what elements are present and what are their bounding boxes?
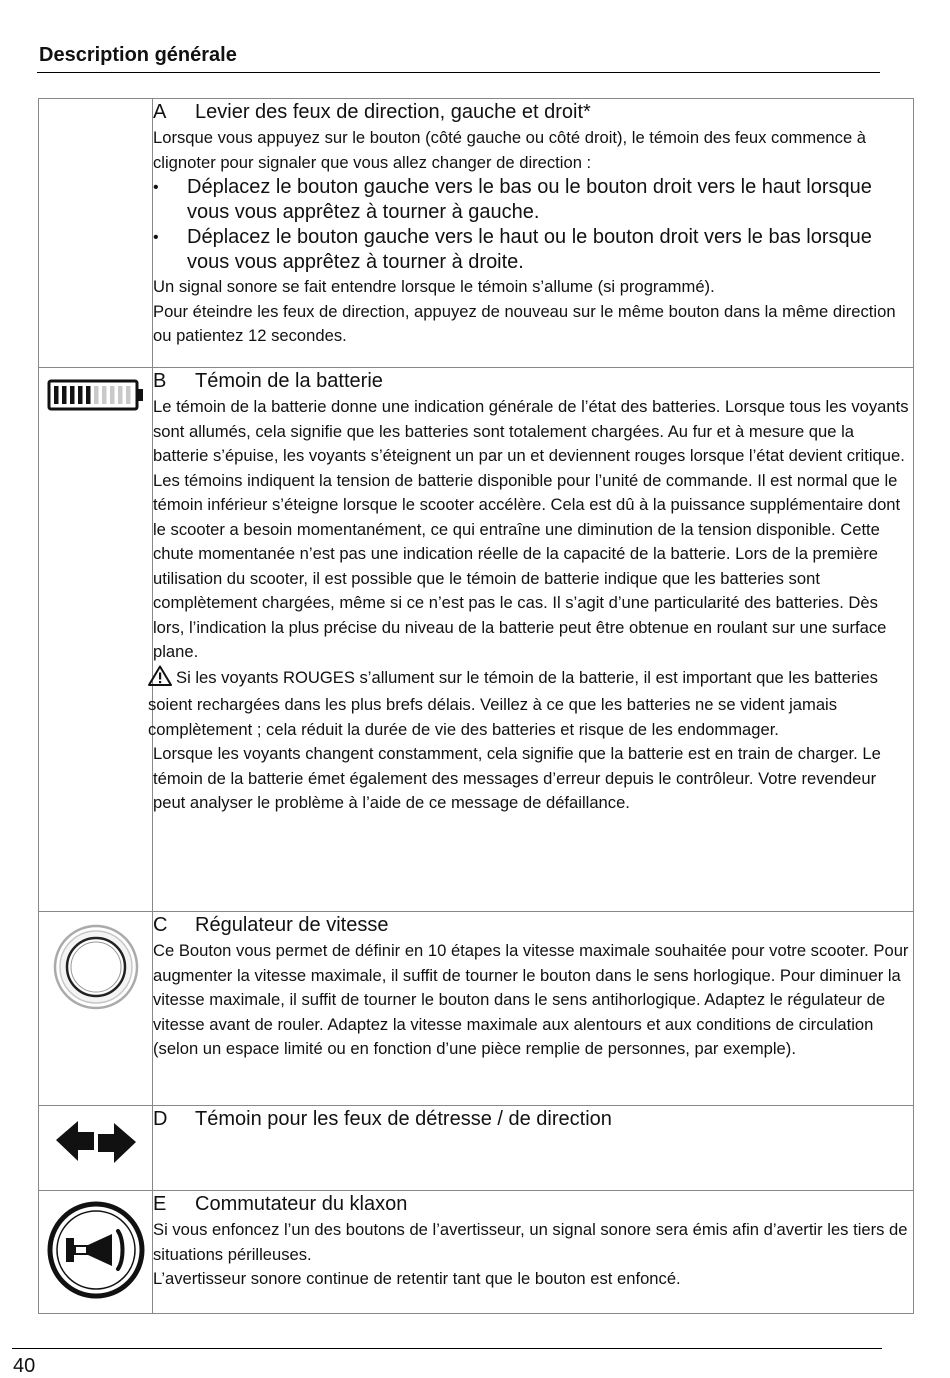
section-letter: C xyxy=(153,914,168,936)
battery-segment xyxy=(70,386,75,404)
icon-cell xyxy=(39,368,153,912)
list-item: • Déplacez le bouton gauche vers le bas ou le bouton droit vers le haut lorsque vous vous apprêtez à tourner à gauche. xyxy=(153,175,913,225)
battery-segment xyxy=(62,386,67,404)
controls-table xyxy=(38,98,914,1314)
section-heading xyxy=(153,1191,913,1218)
section-title: Levier des feux de direction, gauche et droit* xyxy=(195,101,591,123)
battery-segment xyxy=(126,386,131,404)
speed-dial-icon xyxy=(39,912,152,1012)
section-text: Le témoin de la batterie donne une indication générale de l’état des batteries. Lorsque tous les voyants sont allumés, cela signifie que les batteries sont totalement chargées. Au fur et à mesure que la batterie s’épuise, les voyants s’éteignent un par un et deviennent rouges lorsque l’état devient critique. Les témoins indiquent la tension de batterie disponible pour l’unité de commande. Il est normal que le témoin inférieur s’éteigne lorsque le scooter accélère. Cela est dû à la puissance supplémentaire dont le scooter a besoin momentanément, ce qui entraîne une diminution de la tension disponible. Cette chute momentanée n’est pas une indication réelle de la capacité de la batterie. Lors de la première utilisation du scooter, il est possible que le témoin de batterie indique que les batteries sont complètement chargées, même si ce n’est pas le cas. Il s’agit d’une particularité des batteries. Dès lors, l’indication la plus précise du niveau de la batterie peut être obtenue en roulant sur une surface plane. xyxy=(153,397,909,661)
battery-segment xyxy=(94,386,99,404)
icon-cell xyxy=(39,912,153,1106)
page-number: 40 xyxy=(13,1355,36,1377)
battery-segment xyxy=(118,386,123,404)
page-title: Description générale xyxy=(39,44,237,66)
icon-cell xyxy=(39,1191,153,1314)
section-text: Lorsque les voyants changent constamment, cela signifie que la batterie est en train de charger. Le témoin de la batterie émet également des messages d’erreur depuis le contrôleur. Votre revendeur peut analyser le problème à l’aide de ce message de défaillance. xyxy=(153,744,881,812)
battery-segment xyxy=(54,386,59,404)
battery-segment xyxy=(102,386,107,404)
table-row-a xyxy=(39,99,914,368)
section-heading xyxy=(153,368,913,395)
icon-cell-empty xyxy=(39,99,153,368)
section-text: Pour éteindre les feux de direction, appuyez de nouveau sur le même bouton dans la même direction ou patientez 12 secondes. xyxy=(153,301,896,345)
section-intro: Lorsque vous appuyez sur le bouton (côté gauche ou côté droit), le témoin des feux commence à clignoter pour signaler que vous allez changer de direction : xyxy=(153,128,867,172)
section-a xyxy=(153,99,914,368)
section-heading xyxy=(153,1106,913,1133)
battery-segment xyxy=(110,386,115,404)
section-text: Un signal sonore se fait entendre lorsque le témoin s’allume (si programmé). xyxy=(153,277,715,296)
section-title: Commutateur du klaxon xyxy=(195,1193,408,1215)
table-row-b xyxy=(39,368,914,912)
header-divider xyxy=(37,72,880,73)
section-text: L’avertisseur sonore continue de retentir tant que le bouton est enfoncé. xyxy=(153,1269,681,1288)
warning-message: Si les voyants ROUGES s’allument sur le témoin de la batterie, il est important que les batteries soient rechargées dans les plus brefs délais. Veillez à ce que les batteries ne se vident jamais complètement ; cela réduit la durée de vie des batteries et risque de les endommager. xyxy=(148,667,878,739)
section-letter: A xyxy=(153,101,167,123)
warning-triangle-icon xyxy=(148,665,172,694)
section-letter: E xyxy=(153,1193,167,1215)
instruction-list xyxy=(153,175,913,275)
section-e xyxy=(153,1191,914,1314)
section-title: Témoin de la batterie xyxy=(195,370,383,392)
section-title: Régulateur de vitesse xyxy=(195,914,389,936)
warning-text xyxy=(148,665,913,743)
battery-segment xyxy=(86,386,91,404)
section-letter: B xyxy=(153,370,167,392)
section-heading xyxy=(153,912,913,939)
table-row-e xyxy=(39,1191,914,1314)
section-heading xyxy=(153,99,913,126)
battery-segment xyxy=(78,386,83,404)
section-d xyxy=(153,1106,914,1191)
footer-divider xyxy=(12,1348,882,1349)
horn-icon xyxy=(39,1191,152,1300)
table-row-d xyxy=(39,1106,914,1191)
section-c xyxy=(153,912,914,1106)
icon-cell xyxy=(39,1106,153,1191)
section-title: Témoin pour les feux de détresse / de direction xyxy=(195,1108,612,1130)
section-text: Si vous enfoncez l’un des boutons de l’avertisseur, un signal sonore sera émis afin d’avertir les tiers de situations périlleuses. xyxy=(153,1220,908,1264)
section-letter: D xyxy=(153,1108,168,1130)
table-row-c xyxy=(39,912,914,1106)
hazard-arrows-icon xyxy=(39,1106,152,1166)
section-text: Ce Bouton vous permet de définir en 10 étapes la vitesse maximale souhaitée pour votre scooter. Pour augmenter la vitesse maximale, il suffit de tourner le bouton dans le sens horlogique. Pour diminuer la vitesse maximale, il suffit de tourner le bouton dans le sens antihorlogique. Adaptez le régulateur de vitesse avant de rouler. Adaptez la vitesse maximale aux alentours et aux conditions de circulation (selon un espace limité ou en fonction d’une pièce remplie de personnes, par exemple). xyxy=(153,941,909,1058)
battery-gauge-icon xyxy=(39,368,152,411)
list-item: • Déplacez le bouton gauche vers le haut ou le bouton droit vers le bas lorsque vous vous apprêtez à tourner à droite. xyxy=(153,225,913,275)
section-b xyxy=(148,368,914,912)
